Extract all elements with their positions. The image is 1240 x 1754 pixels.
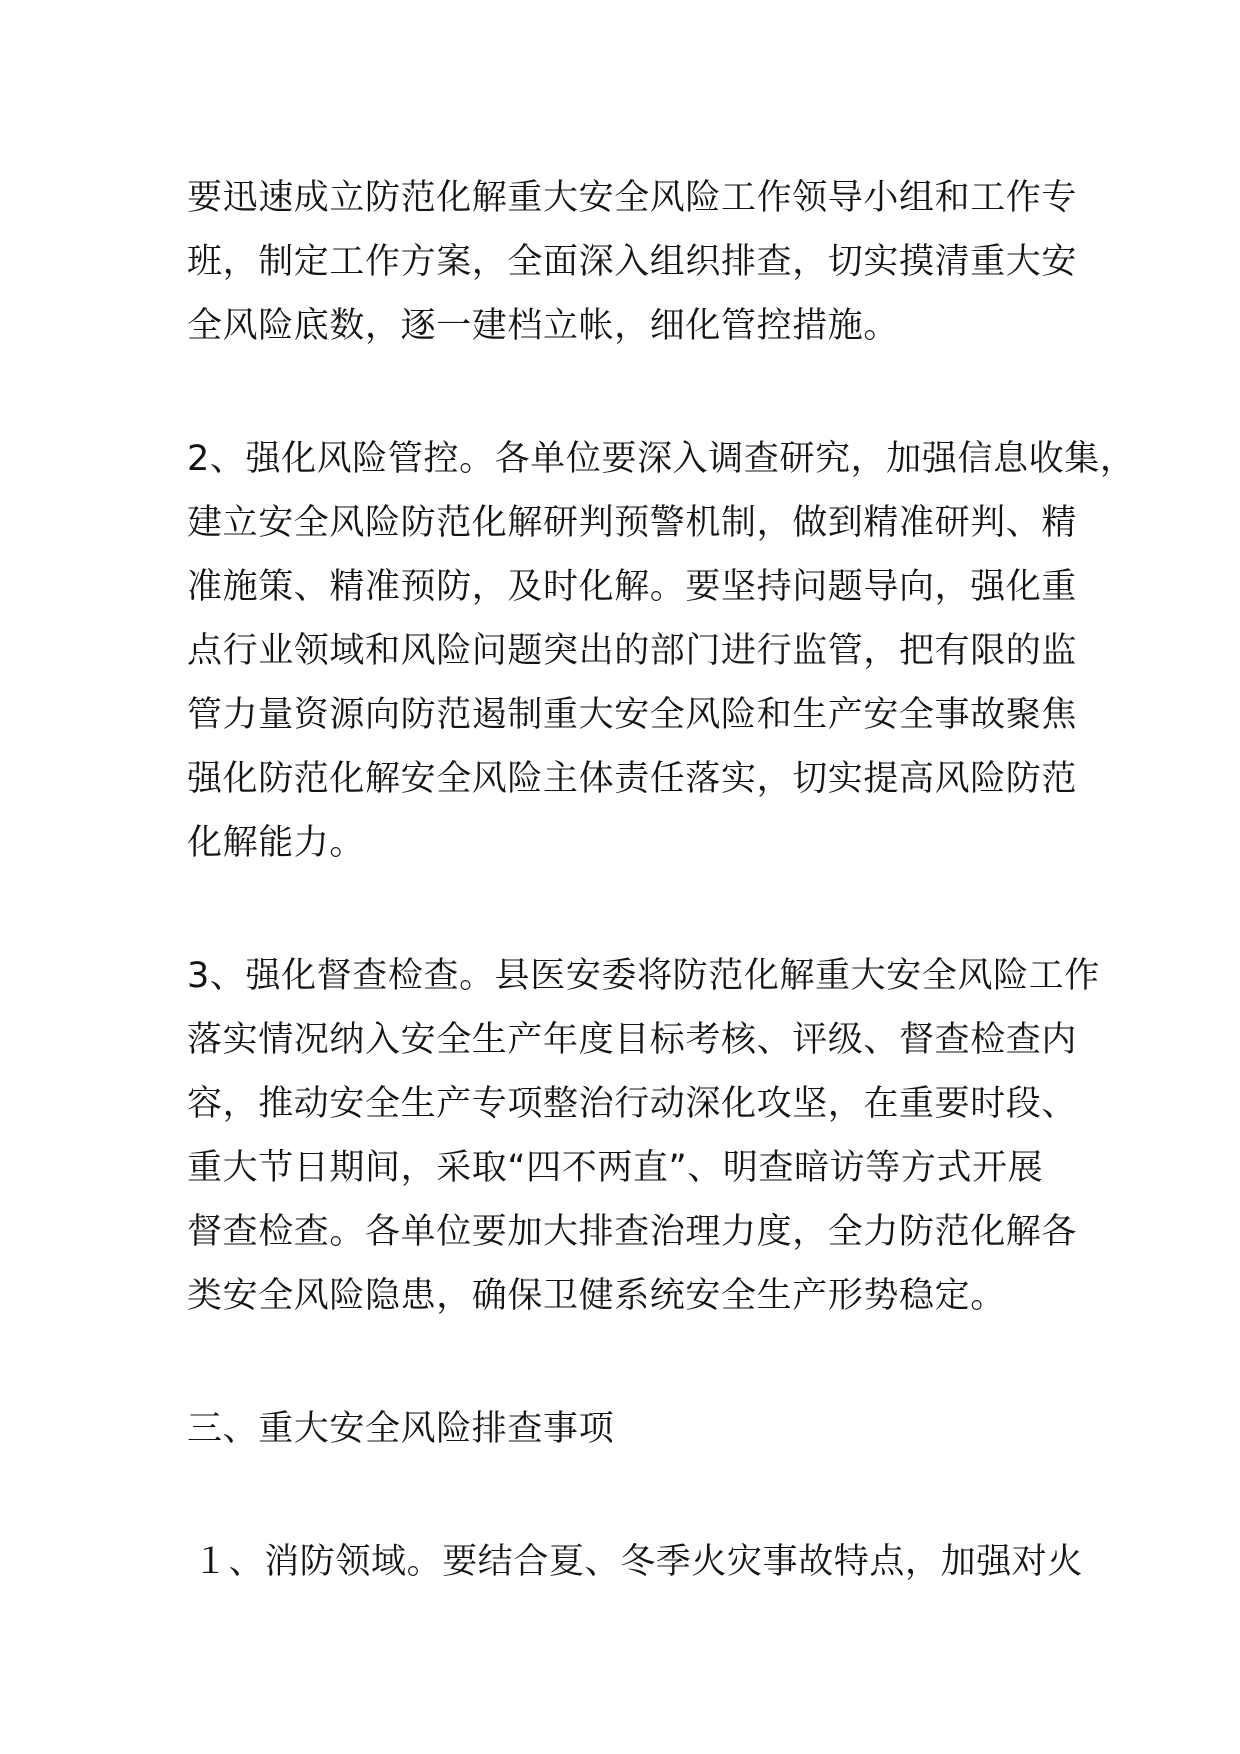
paragraph-3-line-5: 督查检查。各单位要加大排查治理力度，全力防范化解各 — [187, 1212, 1078, 1252]
paragraph-2-line-7: 化解能力。 — [187, 823, 366, 863]
paragraph-3-line-2: 落实情况纳入安全生产年度目标考核、评级、督查检查内 — [187, 1020, 1078, 1060]
paragraph-2-line-2: 建立安全风险防范化解研判预警机制，做到精准研判、精 — [187, 503, 1078, 543]
paragraph-1-line-1: 要迅速成立防范化解重大安全风险工作领导小组和工作专 — [187, 178, 1078, 218]
paragraph-1-line-2: 班，制定工作方案，全面深入组织排查，切实摸清重大安 — [187, 242, 1078, 282]
paragraph-5-line-1: １、消防领域。要结合夏、冬季火灾事故特点，加强对火 — [193, 1542, 1084, 1582]
paragraph-2-line-5: 管力量资源向防范遏制重大安全风险和生产安全事故聚焦 — [187, 695, 1078, 735]
paragraph-1-line-3: 全风险底数，逐一建档立帐，细化管控措施。 — [187, 306, 900, 346]
section-heading: 三、重大安全风险排查事项 — [187, 1409, 615, 1449]
paragraph-3-line-3: 容，推动安全生产专项整治行动深化攻坚，在重要时段、 — [187, 1084, 1078, 1124]
paragraph-3-line-6: 类安全风险隐患，确保卫健系统安全生产形势稳定。 — [187, 1276, 1006, 1316]
paragraph-2-line-3: 准施策、精准预防，及时化解。要坚持问题导向，强化重 — [187, 567, 1078, 607]
paragraph-3-line-1: 3、强化督查检查。县医安委将防范化解重大安全风险工作 — [187, 956, 1100, 996]
paragraph-3-line-4: 重大节日期间，采取“四不两直”、明查暗访等方式开展 — [187, 1148, 1044, 1188]
paragraph-2-line-4: 点行业领域和风险问题突出的部门进行监管，把有限的监 — [187, 631, 1078, 671]
paragraph-2-line-1: 2、强化风险管控。各单位要深入调查研究，加强信息收集， — [187, 439, 1136, 479]
paragraph-2-line-6: 强化防范化解安全风险主体责任落实，切实提高风险防范 — [187, 759, 1078, 799]
